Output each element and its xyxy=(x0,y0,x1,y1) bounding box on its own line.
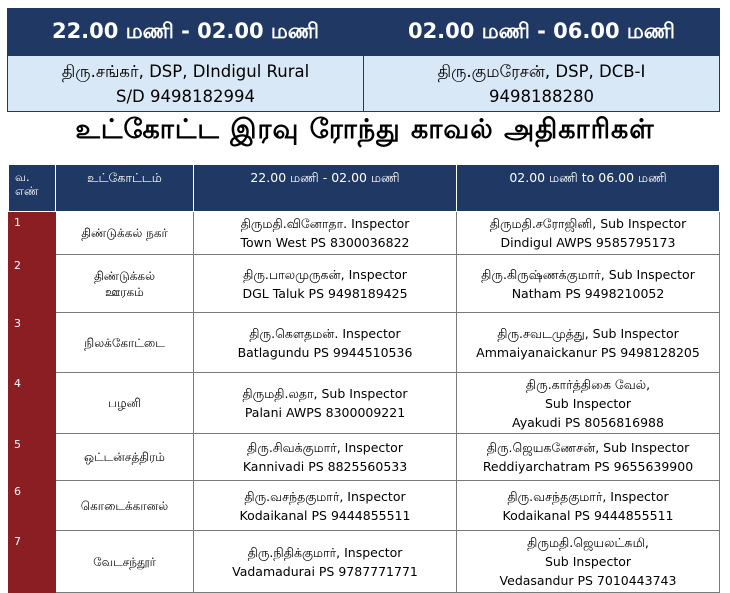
officer-name: திரு.கார்த்திகை வேல், xyxy=(525,376,651,392)
officer-name: திரு.வசந்தகுமார், Inspector xyxy=(244,488,406,504)
subdivision-patrol-table xyxy=(8,164,720,593)
table-row xyxy=(9,373,720,434)
subdivision-name-line1: திண்டுக்கல் xyxy=(93,268,156,283)
shift-officers-table xyxy=(7,8,720,112)
subdivision-cell xyxy=(56,255,194,313)
row-number: 7 xyxy=(9,531,56,593)
col-header-subdivision: உட்கோட்டம் xyxy=(56,165,194,212)
officer-station: Kannivadi PS 8825560533 xyxy=(242,459,408,474)
officer-name: திருமதி.லதா, Sub Inspector xyxy=(242,386,408,401)
row-number: 4 xyxy=(9,373,56,434)
col-header-number xyxy=(9,165,56,212)
officer-name: திருமதி.சரோஜினி, Sub Inspector xyxy=(489,216,687,231)
officer-station: Palani AWPS 8300009221 xyxy=(244,405,406,420)
subdivision-name: பழனி xyxy=(108,396,141,410)
row-number: 2 xyxy=(9,255,56,313)
table-row xyxy=(9,481,720,531)
shift-2-dsp-name: திரு.குமரேசன், DSP, DCB-I xyxy=(437,61,646,81)
shift-1-dsp xyxy=(8,56,364,112)
col-header-shift-1: 22.00 மணி - 02.00 மணி xyxy=(194,165,457,212)
officer-station: Kodaikanal PS 9444855511 xyxy=(502,507,674,523)
page-title: உட்கோட்ட இரவு ரோந்து காவல் அதிகாரிகள் xyxy=(75,114,655,145)
officer-name: திரு.கிருஷ்ணக்குமார், Sub Inspector xyxy=(481,266,695,282)
shift-2-officer-cell xyxy=(457,481,720,531)
shift-2-dsp-phone: 9498188280 xyxy=(489,86,594,106)
shift-2-officer-cell xyxy=(457,212,720,255)
subdivision-cell xyxy=(56,212,194,255)
shift-2-officer-cell xyxy=(457,434,720,481)
officer-station: Dindigul AWPS 9585795173 xyxy=(500,235,676,250)
officer-rank: Sub Inspector xyxy=(544,395,632,411)
subdivision-cell xyxy=(56,434,194,481)
officer-name: திரு.சவடமுத்து, Sub Inspector xyxy=(497,325,679,341)
col-header-number-line1: வ. xyxy=(15,170,30,184)
subdivision-name-line2: ஊரகம் xyxy=(105,284,144,299)
officer-name: திருமதி.ஜெயலட்சுமி, xyxy=(527,535,649,550)
subdivision-cell xyxy=(56,481,194,531)
officer-station: Reddiyarchatram PS 9655639900 xyxy=(482,459,694,474)
subdivision-name: நிலக்கோட்டை xyxy=(84,335,165,350)
shift-1-officer-cell xyxy=(194,373,457,434)
shift-2-officer-cell xyxy=(457,373,720,434)
subdivision-name: வேடசந்தூர் xyxy=(93,554,156,569)
officer-station: Vedasandur PS 7010443743 xyxy=(499,573,677,588)
row-number: 5 xyxy=(9,434,56,481)
shift-1-dsp-phone: S/D 9498182994 xyxy=(116,86,255,106)
row-number: 1 xyxy=(9,212,56,255)
table-header-row xyxy=(9,165,720,212)
subdivision-cell xyxy=(56,313,194,373)
officer-station: Natham PS 9498210052 xyxy=(511,285,665,301)
subdivision-name: கொடைக்கானல் xyxy=(80,498,169,513)
shift-1-officer-cell xyxy=(194,434,457,481)
shift-1-officer-cell xyxy=(194,313,457,373)
officer-name: திரு.பாலமுருகன், Inspector xyxy=(243,266,407,282)
officer-station: Vadamadurai PS 9787771771 xyxy=(232,563,418,579)
subdivision-name: திண்டுக்கல் நகர் xyxy=(81,226,168,240)
table-row xyxy=(9,212,720,255)
shift-2-officer-cell xyxy=(457,313,720,373)
officer-station: Ammaiyanaickanur PS 9498128205 xyxy=(476,344,700,360)
col-header-shift-2: 02.00 மணி to 06.00 மணி xyxy=(457,165,720,212)
table-row xyxy=(9,255,720,313)
officer-name: திரு.சிவக்குமார், Inspector xyxy=(247,440,403,455)
table-row xyxy=(9,531,720,593)
row-number: 3 xyxy=(9,313,56,373)
shift-1-officer-cell xyxy=(194,212,457,255)
subdivision-cell xyxy=(56,531,194,593)
officer-name: திரு.ஜெயகணேசன், Sub Inspector xyxy=(486,440,690,455)
officer-name: திரு.நிதிக்குமார், Inspector xyxy=(247,544,403,560)
subdivision-cell xyxy=(56,373,194,434)
shift-2-officer-cell xyxy=(457,255,720,313)
officer-name: திரு.வசந்தகுமார், Inspector xyxy=(507,488,669,504)
shift-1-time: 22.00 மணி - 02.00 மணி xyxy=(8,9,364,56)
officer-station: Ayakudi PS 8056816988 xyxy=(512,414,664,430)
shift-2-dsp xyxy=(364,56,720,112)
shift-1-officer-cell xyxy=(194,481,457,531)
officer-name: திரு.கௌதமன். Inspector xyxy=(249,325,401,341)
shift-1-officer-cell xyxy=(194,531,457,593)
officer-station: Batlagundu PS 9944510536 xyxy=(237,344,413,360)
shift-2-officer-cell xyxy=(457,531,720,593)
officer-station: Kodaikanal PS 9444855511 xyxy=(239,507,411,523)
table-row xyxy=(9,313,720,373)
officer-rank: Sub Inspector xyxy=(544,554,632,569)
table-row xyxy=(9,434,720,481)
officer-station: Town West PS 8300036822 xyxy=(240,235,410,250)
officer-name: திருமதி.வினோதா. Inspector xyxy=(240,216,410,231)
col-header-number-line2: எண் xyxy=(15,184,39,198)
shift-1-dsp-name: திரு.சங்கர், DSP, DIndigul Rural xyxy=(61,61,310,81)
shift-1-officer-cell xyxy=(194,255,457,313)
row-number: 6 xyxy=(9,481,56,531)
subdivision-name: ஒட்டன்சத்திரம் xyxy=(84,450,165,464)
officer-station: DGL Taluk PS 9498189425 xyxy=(242,285,408,301)
shift-2-time: 02.00 மணி - 06.00 மணி xyxy=(364,9,720,56)
